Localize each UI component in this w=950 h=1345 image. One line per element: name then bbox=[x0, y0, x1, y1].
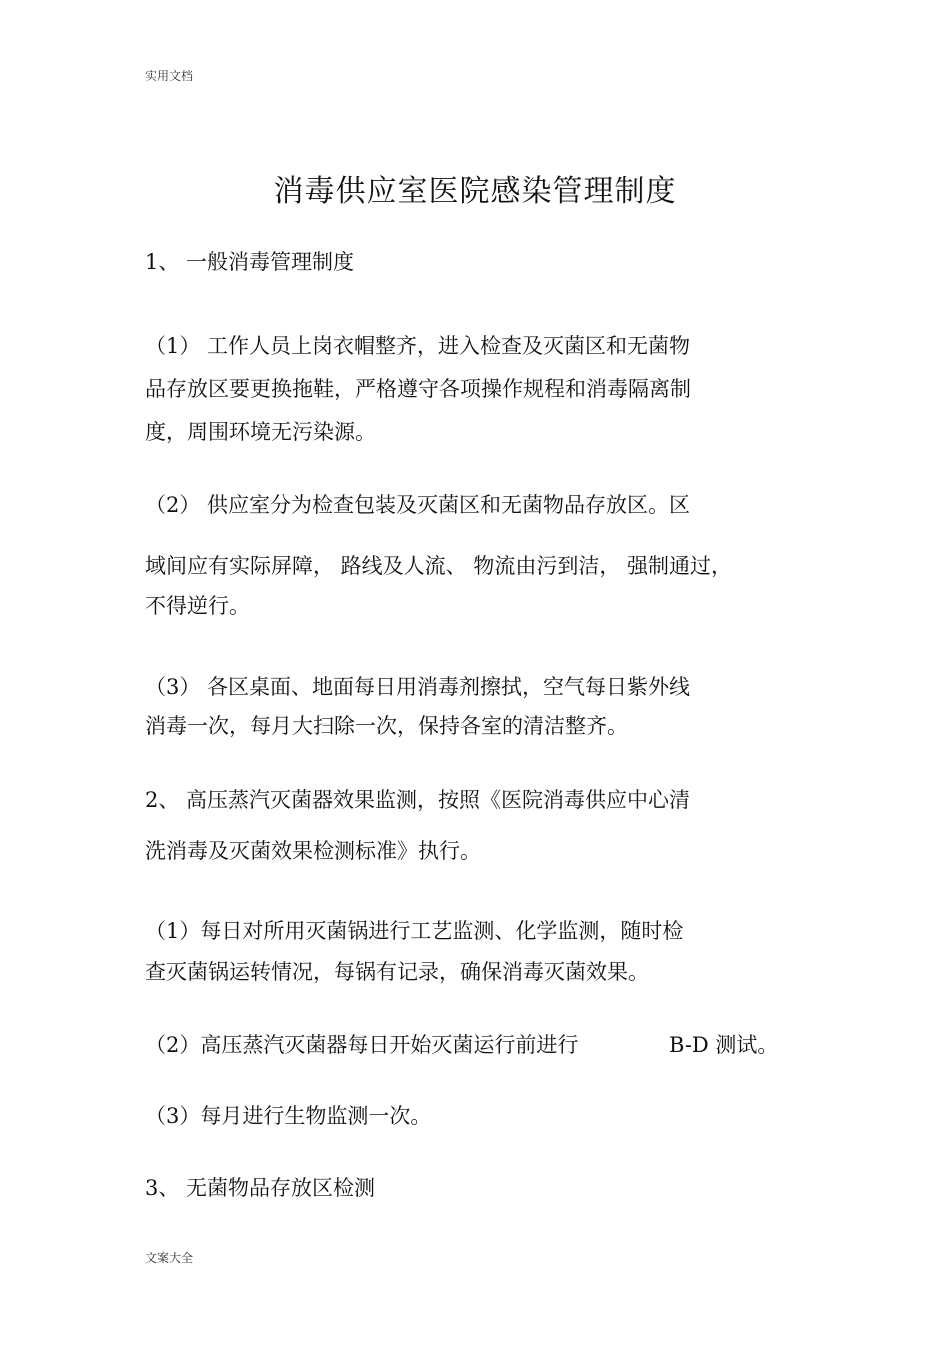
section-2-item-1-line-1: （1）每日对所用灭菌锅进行工艺监测、化学监测，随时检 bbox=[145, 919, 684, 943]
section-2-heading-line-2: 洗消毒及灭菌效果检测标准》执行。 bbox=[145, 839, 481, 863]
section-2-item-3-line-1: （3）每月进行生物监测一次。 bbox=[145, 1104, 432, 1128]
section-1-item-3-line-2: 消毒一次，每月大扫除一次，保持各室的清洁整齐。 bbox=[145, 714, 628, 738]
page-footer: 文案大全 bbox=[145, 1251, 194, 1265]
section-1-item-1-line-1: （1） 工作人员上岗衣帽整齐，进入检查及灭菌区和无菌物 bbox=[145, 334, 691, 358]
section-2-heading-line-1: 2、 高压蒸汽灭菌器效果监测，按照《医院消毒供应中心清 bbox=[145, 788, 691, 812]
section-1-item-3-line-1: （3） 各区桌面、地面每日用消毒剂擦拭，空气每日紫外线 bbox=[145, 675, 691, 699]
section-2-item-2-text: （2）高压蒸汽灭菌器每日开始灭菌运行前进行 bbox=[145, 1033, 579, 1057]
section-1-item-2-line-3: 不得逆行。 bbox=[145, 594, 250, 618]
document-title: 消毒供应室医院感染管理制度 bbox=[273, 174, 677, 209]
section-1-item-2-line-1: （2） 供应室分为检查包装及灭菌区和无菌物品存放区。区 bbox=[145, 493, 691, 517]
section-3-heading: 3、 无菌物品存放区检测 bbox=[145, 1176, 376, 1200]
section-2-item-2-bd-test: B-D 测试。 bbox=[669, 1033, 779, 1057]
section-1-item-2-line-2: 域间应有实际屏障， 路线及人流、 物流由污到洁， 强制通过， bbox=[145, 554, 733, 578]
section-2-item-1-line-2: 查灭菌锅运转情况，每锅有记录，确保消毒灭菌效果。 bbox=[145, 960, 649, 984]
section-1-item-1-line-2: 品存放区要更换拖鞋，严格遵守各项操作规程和消毒隔离制 bbox=[145, 377, 691, 401]
section-1-item-1-line-3: 度，周围环境无污染源。 bbox=[145, 420, 376, 444]
section-1-heading: 1、 一般消毒管理制度 bbox=[145, 250, 355, 274]
page-header: 实用文档 bbox=[145, 69, 194, 83]
